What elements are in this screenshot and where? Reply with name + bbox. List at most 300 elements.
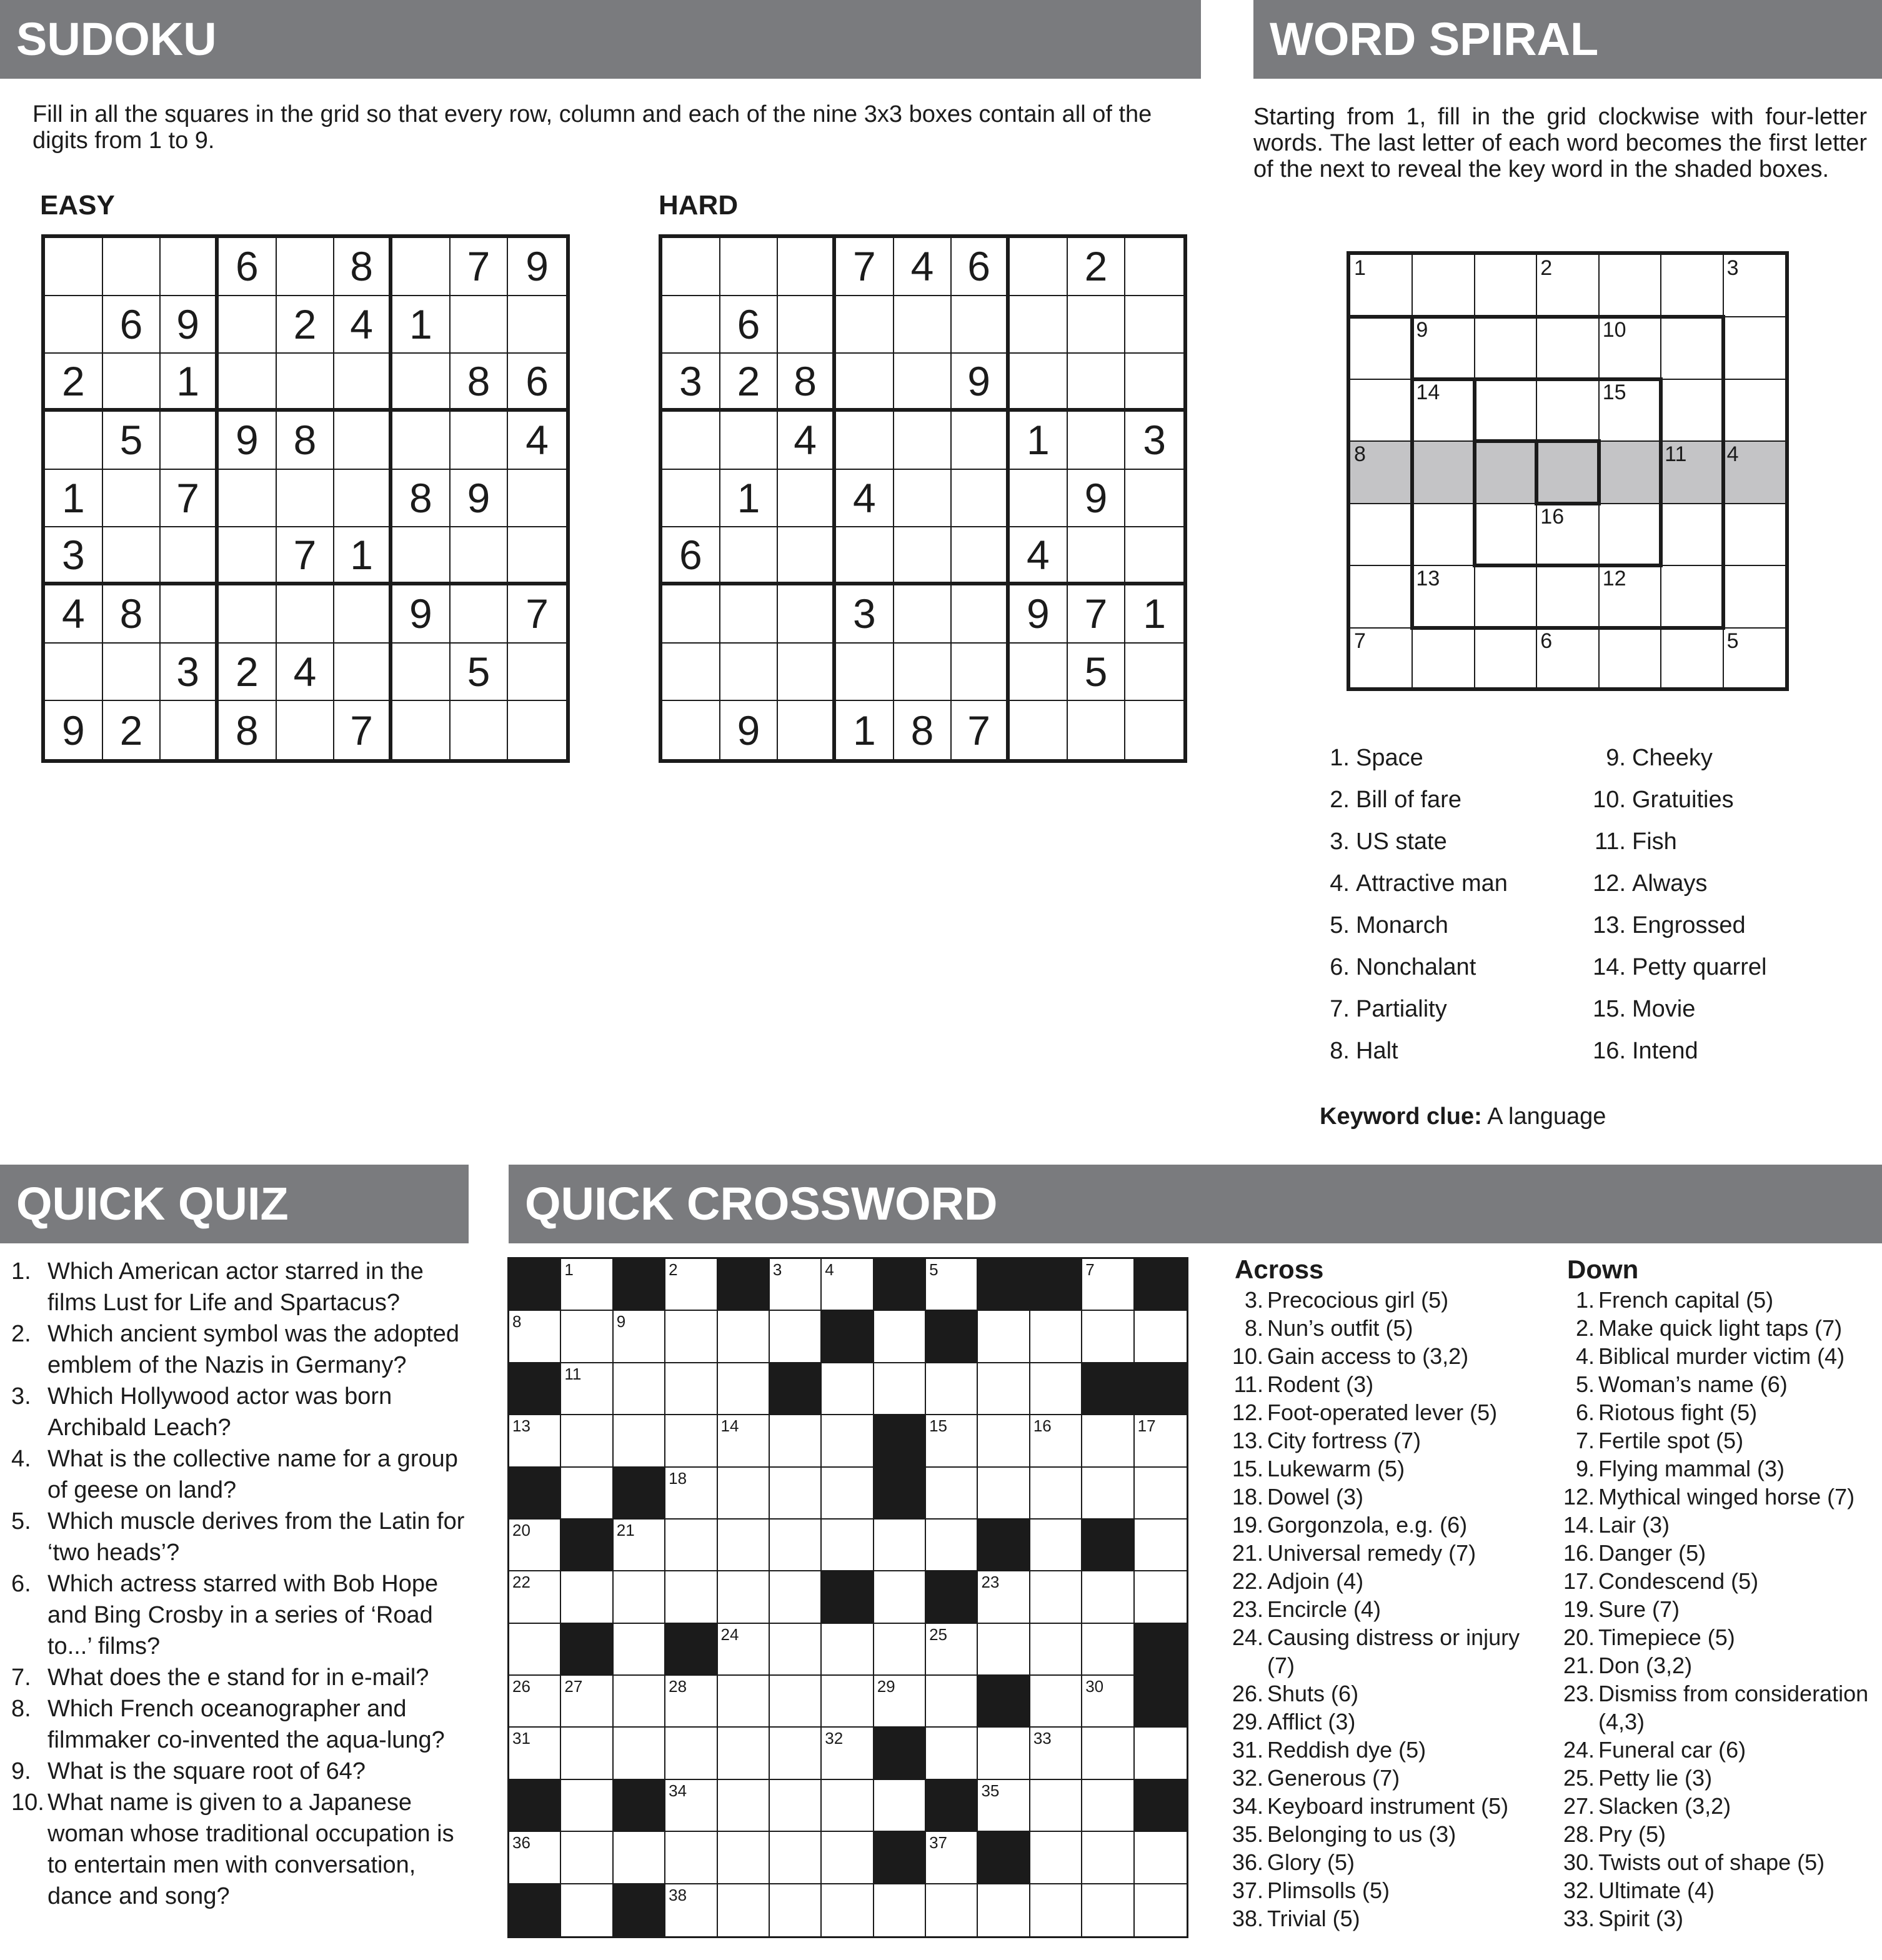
crossword-cell[interactable] xyxy=(770,1415,822,1467)
crossword-cell[interactable] xyxy=(978,1728,1030,1779)
crossword-cell[interactable] xyxy=(561,1676,613,1728)
sudoku-cell[interactable]: 8 xyxy=(277,412,335,470)
crossword-cell[interactable] xyxy=(874,1363,926,1415)
sudoku-cell[interactable]: 4 xyxy=(778,412,836,470)
sudoku-cell[interactable]: 1 xyxy=(720,470,779,528)
crossword-cell[interactable] xyxy=(1082,1259,1134,1311)
sudoku-cell[interactable]: 9 xyxy=(1068,470,1126,528)
sudoku-cell[interactable]: 7 xyxy=(277,527,335,585)
sudoku-cell[interactable]: 2 xyxy=(45,354,103,412)
crossword-cell[interactable] xyxy=(822,1728,874,1779)
crossword-cell[interactable] xyxy=(770,1571,822,1623)
sudoku-cell[interactable] xyxy=(720,644,779,702)
sudoku-cell[interactable] xyxy=(161,701,219,759)
crossword-cell[interactable] xyxy=(770,1311,822,1363)
sudoku-cell[interactable] xyxy=(894,644,952,702)
sudoku-cell[interactable] xyxy=(334,354,392,412)
crossword-cell[interactable] xyxy=(561,1884,613,1936)
sudoku-cell[interactable] xyxy=(894,354,952,412)
crossword-cell[interactable] xyxy=(718,1676,770,1728)
sudoku-cell[interactable] xyxy=(1010,701,1068,759)
crossword-cell[interactable] xyxy=(665,1311,717,1363)
sudoku-cell[interactable] xyxy=(894,412,952,470)
sudoku-cell[interactable] xyxy=(161,585,219,644)
sudoku-cell[interactable]: 2 xyxy=(720,354,779,412)
crossword-cell[interactable] xyxy=(1135,1520,1187,1571)
sudoku-cell[interactable]: 2 xyxy=(219,644,277,702)
crossword-cell[interactable] xyxy=(978,1624,1030,1676)
sudoku-cell[interactable]: 8 xyxy=(219,701,277,759)
quiz-question-number: 10. xyxy=(11,1789,44,1816)
crossword-cell[interactable] xyxy=(718,1728,770,1779)
crossword-cell[interactable] xyxy=(926,1676,978,1728)
sudoku-cell[interactable] xyxy=(720,527,779,585)
sudoku-cell[interactable]: 8 xyxy=(392,470,451,528)
crossword-cell[interactable] xyxy=(770,1676,822,1728)
sudoku-cell[interactable] xyxy=(277,470,335,528)
sudoku-cell[interactable]: 1 xyxy=(45,470,103,528)
sudoku-cell[interactable] xyxy=(277,354,335,412)
sudoku-cell[interactable] xyxy=(952,644,1010,702)
sudoku-cell[interactable] xyxy=(836,412,894,470)
sudoku-cell[interactable] xyxy=(161,412,219,470)
sudoku-cell[interactable] xyxy=(1010,470,1068,528)
sudoku-cell[interactable] xyxy=(662,644,720,702)
sudoku-cell[interactable] xyxy=(392,644,451,702)
crossword-cell[interactable] xyxy=(665,1571,717,1623)
sudoku-cell[interactable]: 3 xyxy=(45,527,103,585)
crossword-cell[interactable] xyxy=(926,1259,978,1311)
crossword-cell[interactable] xyxy=(1030,1520,1082,1571)
sudoku-cell[interactable]: 8 xyxy=(334,238,392,296)
crossword-cell[interactable] xyxy=(874,1624,926,1676)
sudoku-cell[interactable]: 3 xyxy=(662,354,720,412)
crossword-cell[interactable] xyxy=(770,1780,822,1832)
sudoku-cell[interactable] xyxy=(219,296,277,354)
crossword-cell[interactable] xyxy=(978,1468,1030,1520)
sudoku-cell[interactable]: 9 xyxy=(219,412,277,470)
sudoku-cell[interactable] xyxy=(1125,470,1183,528)
sudoku-cell[interactable] xyxy=(451,701,509,759)
crossword-cell[interactable] xyxy=(926,1363,978,1415)
sudoku-cell[interactable]: 9 xyxy=(45,701,103,759)
crossword-cell[interactable] xyxy=(509,1676,561,1728)
sudoku-cell[interactable] xyxy=(451,585,509,644)
sudoku-cell[interactable] xyxy=(334,470,392,528)
sudoku-cell[interactable] xyxy=(894,527,952,585)
crossword-cell[interactable] xyxy=(1030,1884,1082,1936)
sudoku-cell[interactable] xyxy=(103,354,161,412)
sudoku-cell[interactable]: 8 xyxy=(894,701,952,759)
sudoku-cell[interactable] xyxy=(720,238,779,296)
crossword-cell[interactable] xyxy=(614,1363,665,1415)
crossword-cell[interactable] xyxy=(822,1259,874,1311)
crossword-cell[interactable] xyxy=(665,1259,717,1311)
sudoku-cell[interactable] xyxy=(451,296,509,354)
crossword-cell[interactable] xyxy=(718,1520,770,1571)
crossword-cell[interactable] xyxy=(822,1624,874,1676)
sudoku-cell[interactable] xyxy=(720,585,779,644)
sudoku-cell[interactable]: 4 xyxy=(277,644,335,702)
sudoku-cell[interactable] xyxy=(1125,238,1183,296)
sudoku-cell[interactable] xyxy=(952,585,1010,644)
crossword-cell[interactable] xyxy=(1030,1676,1082,1728)
crossword-cell[interactable] xyxy=(874,1520,926,1571)
crossword-cell[interactable] xyxy=(1030,1415,1082,1467)
sudoku-cell[interactable]: 2 xyxy=(1068,238,1126,296)
sudoku-cell[interactable] xyxy=(334,644,392,702)
crossword-cell[interactable] xyxy=(1135,1571,1187,1623)
sudoku-cell[interactable] xyxy=(1068,701,1126,759)
sudoku-cell[interactable]: 4 xyxy=(508,412,566,470)
sudoku-cell[interactable] xyxy=(1068,527,1126,585)
sudoku-cell[interactable] xyxy=(103,527,161,585)
sudoku-cell[interactable] xyxy=(392,238,451,296)
crossword-cell[interactable] xyxy=(822,1780,874,1832)
crossword-cell[interactable] xyxy=(1135,1728,1187,1779)
sudoku-cell[interactable] xyxy=(952,412,1010,470)
sudoku-cell[interactable] xyxy=(508,527,566,585)
sudoku-cell[interactable] xyxy=(219,354,277,412)
sudoku-cell[interactable]: 3 xyxy=(1125,412,1183,470)
crossword-cell[interactable] xyxy=(614,1832,665,1884)
sudoku-cell[interactable]: 1 xyxy=(161,354,219,412)
crossword-cell[interactable] xyxy=(874,1311,926,1363)
sudoku-cell[interactable]: 8 xyxy=(778,354,836,412)
crossword-cell[interactable] xyxy=(1135,1415,1187,1467)
crossword-cell[interactable] xyxy=(614,1728,665,1779)
crossword-cell[interactable] xyxy=(718,1832,770,1884)
sudoku-cell[interactable]: 6 xyxy=(662,527,720,585)
crossword-cell[interactable] xyxy=(978,1363,1030,1415)
sudoku-cell[interactable] xyxy=(1068,296,1126,354)
sudoku-cell[interactable]: 5 xyxy=(451,644,509,702)
sudoku-cell[interactable]: 4 xyxy=(894,238,952,296)
sudoku-cell[interactable]: 3 xyxy=(161,644,219,702)
sudoku-cell[interactable]: 9 xyxy=(952,354,1010,412)
sudoku-cell[interactable] xyxy=(277,701,335,759)
crossword-cell[interactable] xyxy=(614,1415,665,1467)
crossword-cell[interactable] xyxy=(509,1728,561,1779)
clue-text: Partiality xyxy=(1356,996,1447,1022)
sudoku-cell[interactable]: 4 xyxy=(334,296,392,354)
sudoku-cell[interactable] xyxy=(662,296,720,354)
crossword-cell[interactable] xyxy=(1082,1571,1134,1623)
crossword-cell[interactable] xyxy=(665,1780,717,1832)
crossword-cell[interactable] xyxy=(718,1571,770,1623)
crossword-cell[interactable] xyxy=(770,1624,822,1676)
sudoku-cell[interactable]: 7 xyxy=(161,470,219,528)
crossword-cell[interactable] xyxy=(926,1832,978,1884)
sudoku-cell[interactable] xyxy=(778,238,836,296)
crossword-cell[interactable] xyxy=(1082,1311,1134,1363)
sudoku-cell[interactable]: 2 xyxy=(103,701,161,759)
crossword-cell[interactable] xyxy=(1030,1832,1082,1884)
clue-number: 5. xyxy=(1330,912,1350,938)
sudoku-cell[interactable]: 7 xyxy=(952,701,1010,759)
crossword-cell[interactable] xyxy=(561,1363,613,1415)
crossword-cell[interactable] xyxy=(770,1884,822,1936)
sudoku-cell[interactable] xyxy=(45,412,103,470)
crossword-cell[interactable] xyxy=(665,1832,717,1884)
sudoku-cell[interactable] xyxy=(1068,354,1126,412)
crossword-cell[interactable] xyxy=(1030,1311,1082,1363)
sudoku-cell[interactable] xyxy=(45,238,103,296)
sudoku-cell[interactable] xyxy=(720,412,779,470)
sudoku-cell[interactable] xyxy=(219,585,277,644)
sudoku-cell[interactable]: 7 xyxy=(1068,585,1126,644)
sudoku-cell[interactable] xyxy=(392,527,451,585)
crossword-cell[interactable] xyxy=(978,1884,1030,1936)
sudoku-cell[interactable]: 1 xyxy=(836,701,894,759)
crossword-cell[interactable] xyxy=(822,1520,874,1571)
sudoku-cell[interactable] xyxy=(219,470,277,528)
sudoku-cell[interactable]: 7 xyxy=(334,701,392,759)
crossword-cell[interactable] xyxy=(614,1676,665,1728)
sudoku-cell[interactable] xyxy=(45,296,103,354)
crossword-cell[interactable] xyxy=(1135,1832,1187,1884)
sudoku-cell[interactable] xyxy=(1010,238,1068,296)
crossword-cell[interactable] xyxy=(926,1624,978,1676)
crossword-cell[interactable] xyxy=(1082,1624,1134,1676)
sudoku-cell[interactable] xyxy=(219,527,277,585)
sudoku-cell[interactable] xyxy=(451,412,509,470)
sudoku-cell[interactable] xyxy=(662,701,720,759)
sudoku-cell[interactable]: 8 xyxy=(451,354,509,412)
sudoku-cell[interactable]: 1 xyxy=(334,527,392,585)
crossword-cell[interactable] xyxy=(926,1415,978,1467)
clue-number: 7. xyxy=(1330,996,1350,1022)
crossword-cell[interactable] xyxy=(665,1520,717,1571)
crossword-cell[interactable] xyxy=(1030,1468,1082,1520)
sudoku-cell[interactable]: 1 xyxy=(1125,585,1183,644)
sudoku-cell[interactable] xyxy=(392,354,451,412)
sudoku-cell[interactable]: 6 xyxy=(219,238,277,296)
crossword-cell[interactable] xyxy=(665,1468,717,1520)
crossword-cell[interactable] xyxy=(874,1884,926,1936)
sudoku-cell[interactable] xyxy=(103,644,161,702)
sudoku-cell[interactable] xyxy=(508,644,566,702)
sudoku-cell[interactable] xyxy=(1125,701,1183,759)
sudoku-cell[interactable] xyxy=(1010,354,1068,412)
crossword-cell[interactable] xyxy=(509,1624,561,1676)
sudoku-cell[interactable]: 2 xyxy=(277,296,335,354)
sudoku-cell[interactable] xyxy=(1125,527,1183,585)
sudoku-cell[interactable]: 9 xyxy=(392,585,451,644)
crossword-cell[interactable] xyxy=(614,1571,665,1623)
crossword-cell[interactable] xyxy=(978,1311,1030,1363)
crossword-cell[interactable] xyxy=(822,1884,874,1936)
sudoku-cell[interactable]: 6 xyxy=(720,296,779,354)
crossword-cell[interactable] xyxy=(665,1415,717,1467)
sudoku-cell[interactable] xyxy=(161,527,219,585)
crossword-cell[interactable] xyxy=(665,1884,717,1936)
sudoku-cell[interactable]: 4 xyxy=(1010,527,1068,585)
crossword-cell[interactable] xyxy=(614,1624,665,1676)
sudoku-cell[interactable] xyxy=(1068,412,1126,470)
sudoku-cell[interactable] xyxy=(334,412,392,470)
crossword-cell[interactable] xyxy=(1030,1571,1082,1623)
crossword-cell[interactable] xyxy=(978,1780,1030,1832)
sudoku-cell[interactable] xyxy=(1010,644,1068,702)
sudoku-cell[interactable] xyxy=(508,296,566,354)
crossword-cell[interactable] xyxy=(718,1468,770,1520)
crossword-cell[interactable] xyxy=(822,1363,874,1415)
sudoku-cell[interactable] xyxy=(836,644,894,702)
sudoku-cell[interactable]: 3 xyxy=(836,585,894,644)
crossword-cell[interactable] xyxy=(770,1520,822,1571)
crossword-cell[interactable] xyxy=(561,1780,613,1832)
sudoku-cell[interactable]: 9 xyxy=(720,701,779,759)
sudoku-cell[interactable]: 1 xyxy=(1010,412,1068,470)
sudoku-cell[interactable]: 4 xyxy=(836,470,894,528)
sudoku-cell[interactable] xyxy=(161,238,219,296)
crossword-cell[interactable] xyxy=(1082,1468,1134,1520)
sudoku-cell[interactable] xyxy=(894,585,952,644)
crossword-cell[interactable] xyxy=(561,1832,613,1884)
crossword-cell[interactable] xyxy=(1135,1884,1187,1936)
crossword-cell[interactable] xyxy=(822,1415,874,1467)
sudoku-cell[interactable] xyxy=(103,470,161,528)
crossword-cell[interactable] xyxy=(926,1728,978,1779)
sudoku-cell[interactable] xyxy=(836,296,894,354)
sudoku-cell[interactable]: 7 xyxy=(508,585,566,644)
sudoku-cell[interactable]: 9 xyxy=(1010,585,1068,644)
sudoku-cell[interactable] xyxy=(778,296,836,354)
sudoku-cell[interactable]: 9 xyxy=(451,470,509,528)
crossword-cell[interactable] xyxy=(718,1624,770,1676)
sudoku-cell[interactable] xyxy=(778,701,836,759)
crossword-cell[interactable] xyxy=(1082,1780,1134,1832)
crossword-cell[interactable] xyxy=(718,1780,770,1832)
crossword-cell[interactable] xyxy=(665,1363,717,1415)
crossword-cell[interactable] xyxy=(1030,1728,1082,1779)
sudoku-cell[interactable] xyxy=(894,296,952,354)
sudoku-cell[interactable] xyxy=(1125,296,1183,354)
crossword-cell[interactable] xyxy=(874,1676,926,1728)
sudoku-cell[interactable] xyxy=(1010,296,1068,354)
crossword-cell[interactable] xyxy=(1082,1415,1134,1467)
sudoku-cell[interactable] xyxy=(778,470,836,528)
crossword-cell[interactable] xyxy=(561,1415,613,1467)
sudoku-cell[interactable] xyxy=(277,238,335,296)
sudoku-cell[interactable] xyxy=(451,527,509,585)
crossword-cell[interactable] xyxy=(718,1363,770,1415)
crossword-cell[interactable] xyxy=(1030,1363,1082,1415)
crossword-cell[interactable] xyxy=(926,1520,978,1571)
crossword-cell[interactable] xyxy=(718,1884,770,1936)
sudoku-cell[interactable]: 8 xyxy=(103,585,161,644)
sudoku-cell[interactable] xyxy=(508,470,566,528)
crossword-cell[interactable] xyxy=(1030,1780,1082,1832)
sudoku-cell[interactable] xyxy=(662,238,720,296)
sudoku-cell[interactable] xyxy=(392,701,451,759)
crossword-cell[interactable] xyxy=(718,1311,770,1363)
crossword-cell[interactable] xyxy=(665,1728,717,1779)
crossword-cell[interactable] xyxy=(509,1311,561,1363)
crossword-cell[interactable] xyxy=(1135,1468,1187,1520)
sudoku-cell[interactable]: 6 xyxy=(508,354,566,412)
sudoku-cell[interactable] xyxy=(778,527,836,585)
sudoku-cell[interactable] xyxy=(392,412,451,470)
sudoku-cell[interactable]: 7 xyxy=(836,238,894,296)
crossword-cell[interactable] xyxy=(1030,1624,1082,1676)
crossword-cell[interactable] xyxy=(1082,1884,1134,1936)
crossword-cell[interactable] xyxy=(978,1415,1030,1467)
sudoku-cell[interactable]: 5 xyxy=(103,412,161,470)
sudoku-cell[interactable] xyxy=(952,296,1010,354)
crossword-cell[interactable] xyxy=(822,1468,874,1520)
crossword-cell[interactable] xyxy=(1082,1832,1134,1884)
crossword-cell[interactable] xyxy=(561,1468,613,1520)
crossword-cell[interactable] xyxy=(561,1571,613,1623)
sudoku-cell[interactable] xyxy=(662,412,720,470)
crossword-cell[interactable] xyxy=(509,1832,561,1884)
crossword-cell[interactable] xyxy=(665,1676,717,1728)
sudoku-cell[interactable] xyxy=(508,701,566,759)
crossword-cell[interactable] xyxy=(822,1676,874,1728)
sudoku-cell[interactable] xyxy=(952,527,1010,585)
sudoku-cell[interactable] xyxy=(778,585,836,644)
crossword-cell[interactable] xyxy=(561,1728,613,1779)
crossword-cell[interactable] xyxy=(509,1571,561,1623)
sudoku-cell[interactable] xyxy=(45,644,103,702)
crossword-cell[interactable] xyxy=(1135,1311,1187,1363)
sudoku-cell[interactable]: 9 xyxy=(508,238,566,296)
crossword-cell[interactable] xyxy=(1082,1676,1134,1728)
sudoku-cell[interactable] xyxy=(662,585,720,644)
crossword-cell[interactable] xyxy=(509,1520,561,1571)
crossword-cell[interactable] xyxy=(770,1259,822,1311)
sudoku-cell[interactable] xyxy=(1125,354,1183,412)
sudoku-cell[interactable] xyxy=(836,354,894,412)
crossword-cell[interactable] xyxy=(926,1468,978,1520)
crossword-cell[interactable] xyxy=(874,1780,926,1832)
sudoku-cell[interactable] xyxy=(103,238,161,296)
sudoku-cell[interactable] xyxy=(778,644,836,702)
sudoku-cell[interactable] xyxy=(277,585,335,644)
crossword-cell[interactable] xyxy=(978,1571,1030,1623)
sudoku-cell[interactable] xyxy=(334,585,392,644)
crossword-cell[interactable] xyxy=(509,1415,561,1467)
crossword-cell[interactable] xyxy=(1082,1728,1134,1779)
crossword-cell[interactable] xyxy=(614,1520,665,1571)
crossword-cell[interactable] xyxy=(822,1832,874,1884)
crossword-cell[interactable] xyxy=(770,1468,822,1520)
crossword-cell[interactable] xyxy=(874,1571,926,1623)
sudoku-cell[interactable]: 5 xyxy=(1068,644,1126,702)
crossword-cell[interactable] xyxy=(718,1415,770,1467)
sudoku-cell[interactable] xyxy=(1125,644,1183,702)
crossword-cell[interactable] xyxy=(770,1832,822,1884)
sudoku-cell[interactable]: 6 xyxy=(103,296,161,354)
sudoku-cell[interactable] xyxy=(894,470,952,528)
sudoku-cell[interactable] xyxy=(662,470,720,528)
sudoku-cell[interactable]: 6 xyxy=(952,238,1010,296)
crossword-cell[interactable] xyxy=(926,1884,978,1936)
clue-text: Bill of fare xyxy=(1356,787,1461,813)
sudoku-cell[interactable] xyxy=(952,470,1010,528)
sudoku-cell[interactable] xyxy=(836,527,894,585)
sudoku-cell[interactable]: 1 xyxy=(392,296,451,354)
crossword-cell[interactable] xyxy=(770,1728,822,1779)
sudoku-cell[interactable]: 7 xyxy=(451,238,509,296)
sudoku-cell[interactable]: 4 xyxy=(45,585,103,644)
crossword-cell[interactable] xyxy=(614,1311,665,1363)
crossword-cell[interactable] xyxy=(561,1259,613,1311)
crossword-cell[interactable] xyxy=(561,1311,613,1363)
sudoku-cell[interactable]: 9 xyxy=(161,296,219,354)
